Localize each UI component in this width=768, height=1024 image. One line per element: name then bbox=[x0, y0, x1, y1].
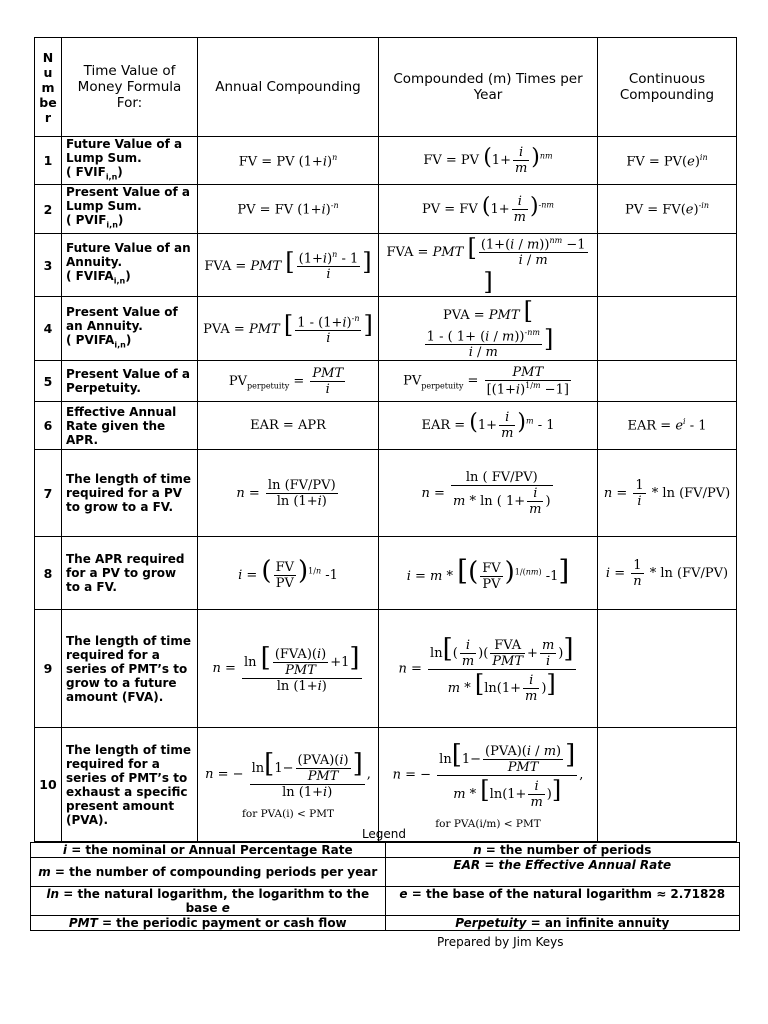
formula-fva-length-cont bbox=[598, 610, 737, 728]
header-continuous: Continuous Compounding bbox=[598, 38, 737, 137]
formula-fv-annual: FV = PV $(1+i)^n$ bbox=[198, 137, 379, 185]
header-annual: Annual Compounding bbox=[198, 38, 379, 137]
formula-pva-length-annual: n = − ln[1− $\frac{\text{(PVA)(i)}}{\text{PMT}}$ ] ln (1+i) , for PVA(i) < PMT bbox=[198, 728, 379, 842]
legend-perp: Perpetuity = an infinite annuity bbox=[385, 916, 740, 931]
row-number: 2 bbox=[35, 185, 62, 233]
row-number: 8 bbox=[35, 537, 62, 610]
row-number: 5 bbox=[35, 361, 62, 402]
legend-pmt: PMT = the periodic payment or cash flow bbox=[31, 916, 386, 931]
legend-table bbox=[30, 842, 740, 931]
row-number: 3 bbox=[35, 233, 62, 297]
legend-n: n = the number of periods bbox=[385, 843, 740, 858]
header-number: Number bbox=[35, 38, 62, 137]
formula-ear-cont: EAR = $e^i - 1$ bbox=[598, 402, 737, 450]
row-label: Future Value of a Lump Sum. ( $FVIF_{i,n}$) bbox=[62, 137, 198, 185]
table-row bbox=[35, 361, 737, 402]
formula-pv-m: PV = FV (1+ $\frac{i}{m}$ )$^{-nm}$ bbox=[379, 185, 598, 233]
legend-ln: ln = the natural logarithm, the logarithm to the base e bbox=[31, 887, 386, 916]
row-label: The length of time required for a PV to grow to a FV. bbox=[62, 450, 198, 537]
row-label: The length of time required for a series of PMT’s to exhaust a specific present amount (PVA). bbox=[62, 728, 198, 842]
table-row bbox=[35, 297, 737, 361]
header-m-times: Compounded (m) Times per Year bbox=[379, 38, 598, 137]
formula-pva-cont bbox=[598, 297, 737, 361]
formula-perp-annual: $PV_{perpetuity}$ = $\frac{\text{PMT}}{i}$ bbox=[198, 361, 379, 402]
formula-fva-annual: FVA = PMT [ $\frac{(1+i)^n - 1}{i}$ ] bbox=[198, 233, 379, 297]
row-label: Present Value of a Perpetuity. bbox=[62, 361, 198, 402]
legend-title: Legend bbox=[361, 827, 407, 841]
table-row bbox=[35, 728, 737, 842]
formula-table bbox=[34, 37, 737, 842]
formula-fva-cont bbox=[598, 233, 737, 297]
formula-perp-cont bbox=[598, 361, 737, 402]
formula-ear-annual: EAR = APR bbox=[198, 402, 379, 450]
prepared-by: Prepared by Jim Keys bbox=[437, 935, 564, 949]
formula-pv-annual: PV = FV $(1+i)^{-n}$ bbox=[198, 185, 379, 233]
header-row bbox=[35, 38, 737, 137]
formula-pva-length-cont bbox=[598, 728, 737, 842]
table-row bbox=[35, 185, 737, 233]
table-row bbox=[35, 610, 737, 728]
row-number: 6 bbox=[35, 402, 62, 450]
row-number: 10 bbox=[35, 728, 62, 842]
formula-fv-m: FV = PV (1+ $\frac{i}{m}$ )$^{nm}$ bbox=[379, 137, 598, 185]
formula-fva-m: FVA = PMT [ $\frac{(1+(i / m))^{nm} -1}{i / m}$ ] bbox=[379, 233, 598, 297]
row-label: Future Value of an Annuity. ( $FVIFA_{i,n}$) bbox=[62, 233, 198, 297]
legend-e: e = the base of the natural logarithm ≈ 2.71828 bbox=[385, 887, 740, 916]
legend-m: m = the number of compounding periods per year bbox=[31, 858, 386, 887]
formula-length-annual: n = $\frac{\ln (FV/PV)}{\ln (1+i)}$ bbox=[198, 450, 379, 537]
formula-pv-cont: PV = $FV(e)^{-in}$ bbox=[598, 185, 737, 233]
row-label: Present Value of an Annuity. ( $PVIFA_{i,n}$) bbox=[62, 297, 198, 361]
formula-apr-annual: i = ( $\frac{FV}{PV}$ )$^{1/n}$ -1 bbox=[198, 537, 379, 610]
row-label: Present Value of a Lump Sum. ( $PVIF_{i,n}$) bbox=[62, 185, 198, 233]
legend-ear: EAR = the Effective Annual Rate bbox=[385, 858, 740, 887]
table-row bbox=[35, 537, 737, 610]
row-number: 7 bbox=[35, 450, 62, 537]
formula-apr-cont: i = $\frac{1}{n}$ * ln (FV/PV) bbox=[598, 537, 737, 610]
formula-length-cont: n = $\frac{1}{i}$ * ln (FV/PV) bbox=[598, 450, 737, 537]
formula-pva-length-m: n = − ln[1− $\frac{\text{(PVA)(i / m)}}{\text{PMT}}$ ] m * [ln(1+ $\frac{i}{m}$ )] , for PVA(i/m) < PMT bbox=[379, 728, 598, 842]
header-formula-for: Time Value of Money Formula For: bbox=[62, 38, 198, 137]
row-number: 1 bbox=[35, 137, 62, 185]
formula-fv-cont: FV = $PV(e)^{in}$ bbox=[598, 137, 737, 185]
formula-length-m: n = ln ( FV/PV) m * ln ( 1+ $\frac{i}{m}$ ) bbox=[379, 450, 598, 537]
row10-m-note: for PVA(i/m) < PMT bbox=[435, 817, 541, 830]
row-label: The APR required for a PV to grow to a FV. bbox=[62, 537, 198, 610]
table-row bbox=[35, 450, 737, 537]
row-label: Effective Annual Rate given the APR. bbox=[62, 402, 198, 450]
formula-pva-m: PVA = PMT [ $\frac{1 - ( 1+ (i / m))^{-nm}}{i / m}$ ] bbox=[379, 297, 598, 361]
row-number: 9 bbox=[35, 610, 62, 728]
formula-ear-m: EAR = (1+ $\frac{i}{m}$ )$^m$ - 1 bbox=[379, 402, 598, 450]
table-row bbox=[35, 402, 737, 450]
table-row bbox=[35, 137, 737, 185]
formula-apr-m: i = m * [( $\frac{FV}{PV}$ )$^{1/(nm)}$ -1] bbox=[379, 537, 598, 610]
formula-pva-annual: PVA = PMT [ $\frac{1 - (1+i)^{-n}}{i}$ ] bbox=[198, 297, 379, 361]
formula-fva-length-annual: n = ln [ $\frac{\text{(FVA)(i)}}{\text{PMT}}$ +1] ln (1+i) bbox=[198, 610, 379, 728]
row-label: The length of time required for a series of PMT’s to grow to a future amount (FVA). bbox=[62, 610, 198, 728]
formula-perp-m: $PV_{perpetuity}$ = $\frac{\text{PMT}}{[(1+i)^{1/m} -1]}$ bbox=[379, 361, 598, 402]
row10-annual-note: for PVA(i) < PMT bbox=[242, 808, 334, 821]
formula-fva-length-m: n = ln[( $\frac{i}{m}$ )( $\frac{\text{FVA}}{\text{PMT}}$ + $\frac{m}{i}$ )] m * [ln(1+ $\frac{i}{m}$ )] bbox=[379, 610, 598, 728]
row-number: 4 bbox=[35, 297, 62, 361]
table-row bbox=[35, 233, 737, 297]
legend-i: i = the nominal or Annual Percentage Rate bbox=[31, 843, 386, 858]
